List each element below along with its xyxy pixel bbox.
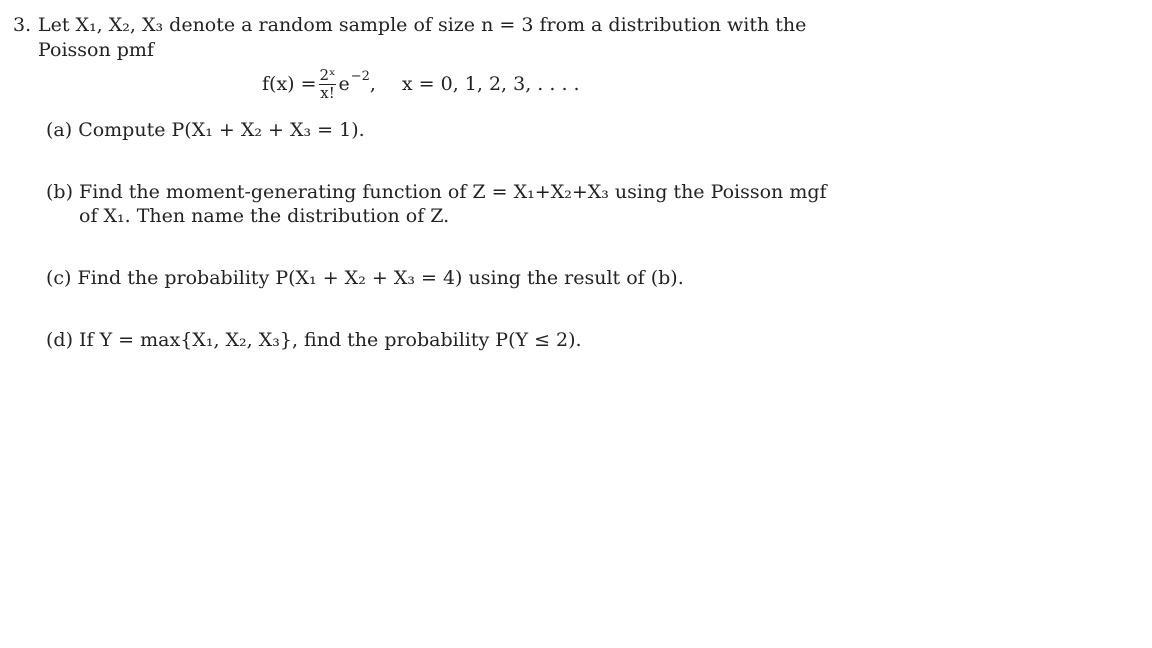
- pmf-fraction: [319, 67, 337, 102]
- part-d: (d) If Y = max{X₁, X₂, X₃}, find the probability P(Y ≤ 2).: [46, 329, 582, 351]
- part-a: (a) Compute P(X₁ + X₂ + X₃ = 1).: [46, 119, 365, 141]
- part-c: (c) Find the probability P(X₁ + X₂ + X₃ = 4) using the result of (b).: [46, 267, 684, 289]
- pmf-support: x = 0, 1, 2, 3, . . . .: [401, 73, 580, 95]
- part-b-line1: (b) Find the moment-generating function of Z = X₁+X₂+X₃ using the Poisson mgf: [46, 181, 827, 203]
- pmf-exponent: −2: [350, 68, 370, 84]
- pmf-comma: ,: [369, 73, 376, 95]
- pmf-denominator: x!: [320, 83, 335, 102]
- pmf-base: e: [338, 73, 350, 95]
- problem-number: 3.: [13, 14, 32, 36]
- pmf-numerator: 2ˣ: [319, 65, 336, 84]
- problem-intro-line1: Let X₁, X₂, X₃ denote a random sample of size n = 3 from a distribution with the: [38, 14, 807, 36]
- part-b-line2: of X₁. Then name the distribution of Z.: [79, 205, 450, 227]
- pmf-formula: [262, 62, 580, 106]
- pmf-lhs: f(x) =: [262, 73, 317, 95]
- problem-intro-line2: Poisson pmf: [38, 39, 154, 61]
